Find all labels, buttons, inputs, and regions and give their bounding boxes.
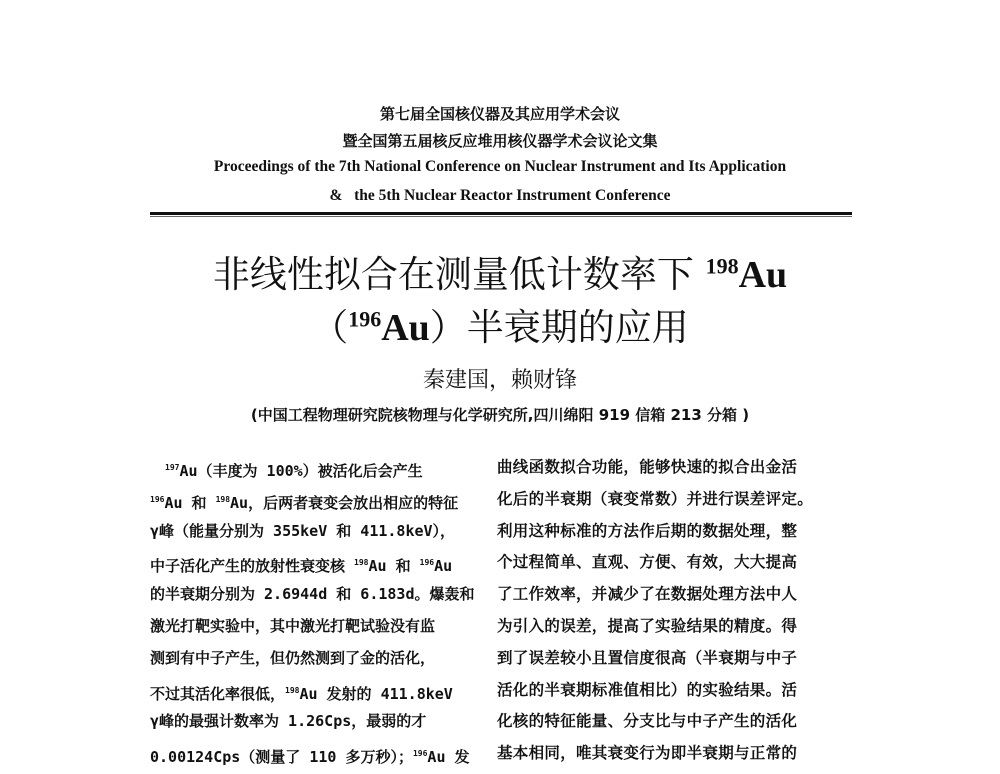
body-line: [150, 643, 475, 675]
isotope-mass-number: 196: [412, 749, 428, 759]
left-column: [150, 452, 475, 770]
title-element: Au: [381, 307, 430, 349]
body-text: 的半衰期分别为 2.6944d 和 6.183d。爆轰和: [150, 585, 475, 604]
body-line: [150, 738, 475, 770]
isotope-mass-number: 197: [165, 463, 180, 472]
body-line: 为引入的误差，提高了实验结果的精度。得: [497, 616, 798, 635]
paper-title-line-2: [0, 297, 1000, 351]
body-text: 中子活化产生的放射性衰变核: [150, 557, 355, 576]
body-text: Au 和: [368, 557, 420, 576]
title-paren: （: [311, 306, 349, 349]
body-text: 测到有中子产生，但仍然测到了金的活化，: [150, 648, 436, 667]
body-line: 基本相同，唯其衰变行为即半衰期与正常的: [497, 744, 798, 763]
body-line: [150, 516, 475, 548]
isotope-mass-number: 196: [419, 558, 435, 568]
body-line: [150, 675, 475, 707]
right-column: [497, 452, 857, 770]
conference-subtitle-en: & the 5th Nuclear Reactor Instrument Conference: [329, 187, 671, 204]
paper-title-line-1: [0, 244, 1000, 298]
isotope-mass-number: 198: [215, 494, 231, 504]
body-text: γ峰的最强计数率为 1.26Cps，最弱的才: [150, 712, 427, 731]
body-text: 激光打靶实验中，其中激光打靶试验没有监: [150, 616, 436, 635]
isotope-mass-number: 196: [150, 494, 165, 504]
body-line: 化核的特征能量、分支比与中子产生的活化: [497, 712, 798, 731]
isotope-mass-number: 198: [285, 685, 300, 695]
conference-subtitle-cn: 暨全国第五届核反应堆用核仪器学术会议论文集: [342, 132, 658, 150]
body-line: 个过程简单、直观、方便、有效，大大提高: [497, 553, 798, 572]
isotope-mass-number: 198: [354, 558, 369, 568]
authors: 秦建国，赖财锋: [422, 368, 577, 393]
conference-title-cn: 第七届全国核仪器及其应用学术会议: [379, 105, 620, 123]
body-line: 利用这种标准的方法作后期的数据处理，整: [497, 521, 798, 540]
body-text: Au，后两者衰变会放出相应的特征: [230, 493, 459, 512]
body-line: [150, 547, 475, 579]
header-rule: [150, 212, 852, 215]
body-line: 了工作效率，并减少了在数据处理方法中人: [497, 585, 798, 604]
body-line: 曲线函数拟合功能，能够快速的拟合出金活: [497, 458, 798, 476]
body-line: [150, 706, 475, 738]
title-text: ）半衰期的应用: [429, 306, 689, 349]
body-text: Au 和: [164, 493, 216, 512]
body-line: [150, 452, 475, 484]
affiliation: (中国工程物理研究院核物理与化学研究所,四川绵阳 919 信箱 213 分箱 ): [250, 406, 750, 424]
body-line: 到了误差较小且置信度很高（半衰期与中子: [497, 648, 798, 667]
body-line: [150, 579, 475, 611]
body-text: Au 发: [427, 748, 470, 767]
conference-title-en: Proceedings of the 7th National Conference on Nuclear Instrument and Its Application: [213, 158, 787, 175]
body-text: Au（丰度为 100%）被活化后会产生: [179, 462, 423, 480]
title-mass-number: 198: [705, 253, 739, 279]
body-line: 活化的半衰期标准值相比）的实验结果。活: [497, 680, 798, 699]
body-line: [150, 611, 475, 643]
body-line: [150, 484, 475, 516]
title-mass-number: 196: [348, 306, 382, 332]
body-line: 化后的半衰期（衰变常数）并进行误差评定。: [497, 489, 814, 508]
body-text: γ峰（能量分别为 355keV 和 411.8keV），: [150, 521, 456, 540]
title-text: 非线性拟合在测量低计数率下: [212, 253, 706, 296]
body-text: Au 发射的 411.8keV: [299, 684, 453, 703]
header-rule-thin: [150, 216, 852, 217]
body-text: 不过其活化率很低，: [150, 684, 286, 703]
title-element: Au: [738, 254, 788, 296]
body-text: Au: [434, 557, 453, 576]
body-text: 0.00124Cps（测量了 110 多万秒）；: [150, 748, 413, 767]
